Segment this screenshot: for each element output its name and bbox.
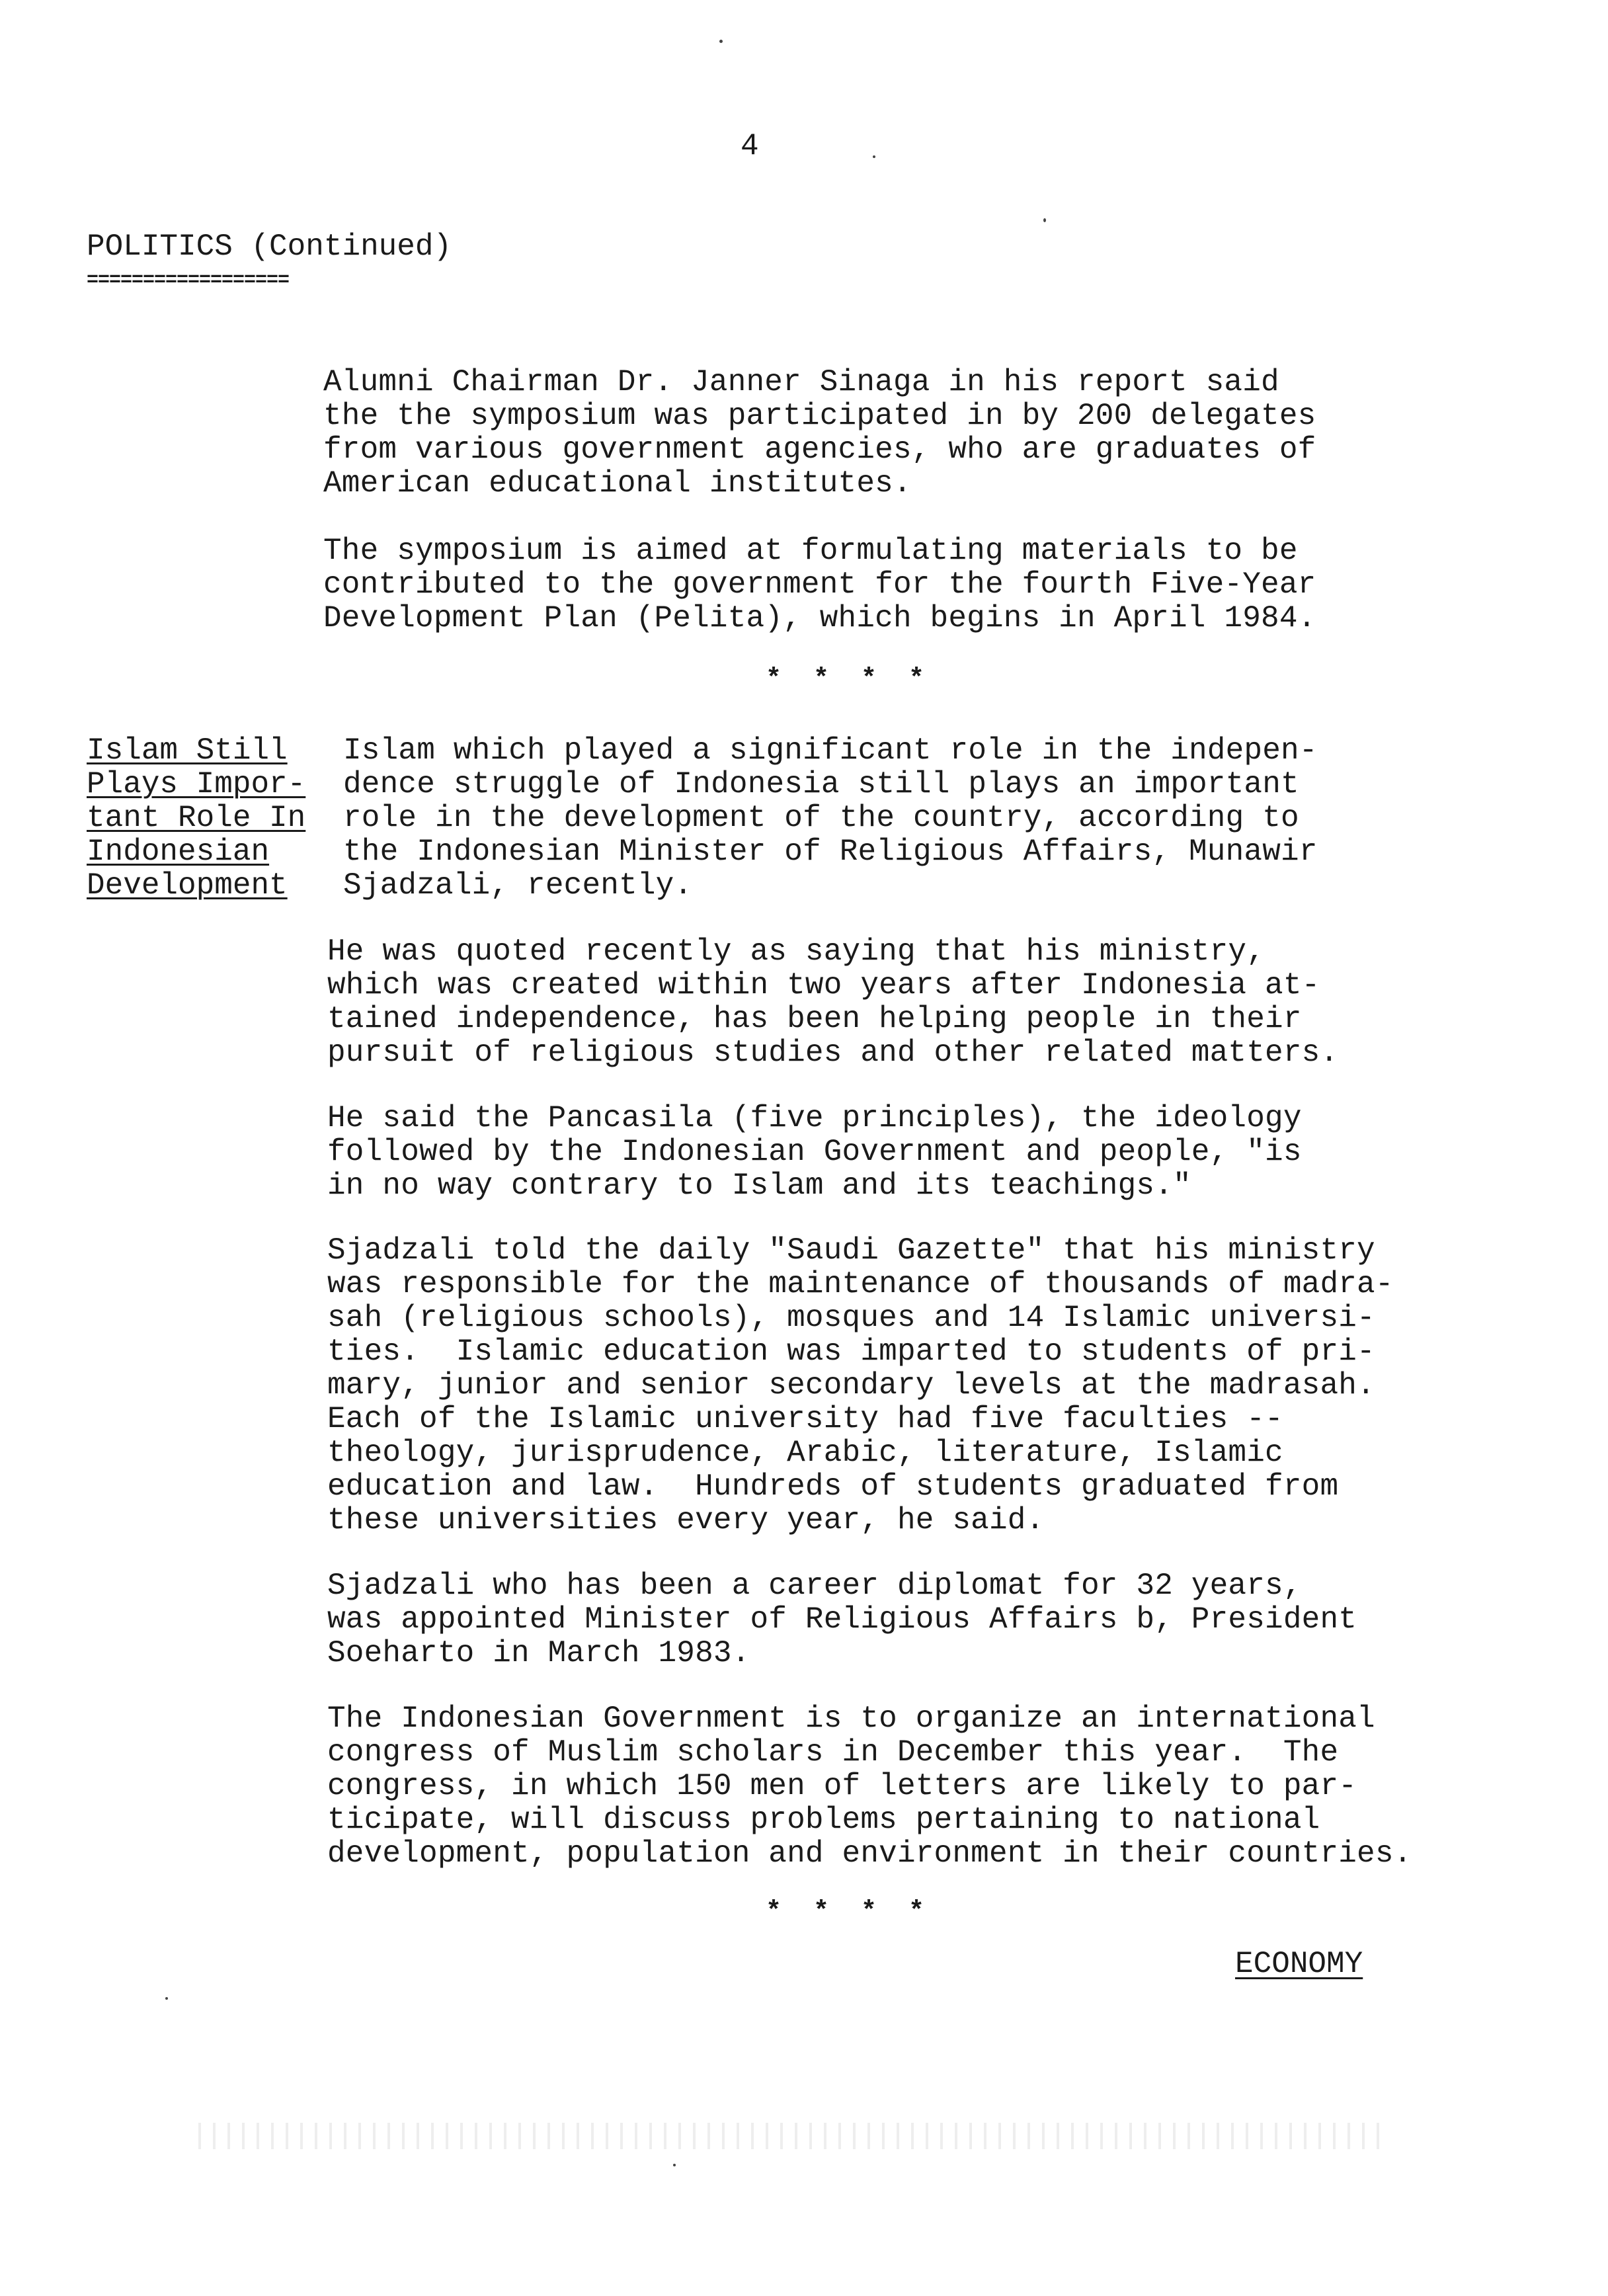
scan-speck (165, 1997, 168, 2000)
text-line: Sjadzali, recently. (343, 868, 693, 903)
text-line: these universities every year, he said. (327, 1503, 1045, 1538)
scan-speck (873, 155, 875, 158)
sidehead-line: tant Role In (87, 801, 306, 835)
text-line: Soeharto in March 1983. (327, 1636, 750, 1670)
sidehead-line: Development (87, 868, 288, 903)
text-line: Sjadzali told the daily "Saudi Gazette" that his ministry (327, 1233, 1375, 1268)
text-line: development, population and environment in their countries. (327, 1836, 1412, 1871)
text-line: education and law. Hundreds of students graduated from (327, 1469, 1339, 1504)
sidehead-line: Indonesian (87, 835, 270, 869)
text-line: which was created within two years after Indonesia at- (327, 968, 1320, 1003)
text-line: Each of the Islamic university had five faculties -- (327, 1402, 1283, 1436)
text-line: from various government agencies, who are graduates of (323, 432, 1316, 467)
text-line: tained independence, has been helping people in their (327, 1002, 1302, 1036)
section-separator: * * * * (766, 665, 925, 694)
text-line: the Indonesian Minister of Religious Affairs, Munawir (343, 835, 1318, 869)
text-line: ticipate, will discuss problems pertaining to national (327, 1803, 1320, 1837)
section-separator: * * * * (766, 1897, 925, 1927)
sidehead-line: Islam Still (87, 733, 288, 768)
text-line: congress, in which 150 men of letters are likely to par- (327, 1769, 1357, 1803)
text-line: He was quoted recently as saying that his ministry, (327, 934, 1266, 969)
text-line: congress of Muslim scholars in December this year. The (327, 1735, 1339, 1770)
text-line: mary, junior and senior secondary levels at the madrasah. (327, 1368, 1375, 1403)
section-heading-rule: ================== (87, 269, 290, 292)
text-line: Development Plan (Pelita), which begins in April 1984. (323, 601, 1316, 636)
section-heading: POLITICS (Continued) (87, 229, 452, 264)
text-line: American educational institutes. (323, 466, 912, 501)
text-line: theology, jurisprudence, Arabic, literature, Islamic (327, 1436, 1283, 1470)
text-line: ties. Islamic education was imparted to students of pri- (327, 1334, 1375, 1369)
text-line: Alumni Chairman Dr. Janner Sinaga in his report said (323, 365, 1279, 399)
text-line: sah (religious schools), mosques and 14 Islamic universi- (327, 1301, 1375, 1335)
text-line: pursuit of religious studies and other related matters. (327, 1036, 1339, 1070)
scan-speck (673, 2164, 676, 2166)
scan-noise (198, 2123, 1388, 2149)
text-line: The Indonesian Government is to organize an international (327, 1702, 1375, 1736)
text-line: was responsible for the maintenance of thousands of madra- (327, 1267, 1394, 1301)
scan-speck (719, 40, 723, 43)
text-line: Sjadzali who has been a career diplomat for 32 years, (327, 1569, 1302, 1603)
next-section-label: ECONOMY (1235, 1947, 1363, 1981)
article-sidehead (87, 734, 305, 903)
scan-speck (1043, 218, 1046, 222)
text-line: in no way contrary to Islam and its teachings." (327, 1168, 1191, 1203)
text-line: followed by the Indonesian Government and people, "is (327, 1135, 1302, 1169)
text-line: was appointed Minister of Religious Affairs b, President (327, 1602, 1357, 1637)
text-line: dence struggle of Indonesia still plays an important (343, 767, 1299, 801)
page-number: 4 (741, 129, 759, 163)
text-line: role in the development of the country, according to (343, 801, 1299, 835)
text-line: The symposium is aimed at formulating materials to be (323, 534, 1298, 568)
text-line: contributed to the government for the fourth Five-Year (323, 567, 1316, 602)
text-line: He said the Pancasila (five principles), the ideology (327, 1101, 1302, 1135)
sidehead-line: Plays Impor- (87, 767, 306, 801)
text-line: the the symposium was participated in by 200 delegates (323, 399, 1316, 433)
text-line: Islam which played a significant role in the indepen- (343, 733, 1318, 768)
